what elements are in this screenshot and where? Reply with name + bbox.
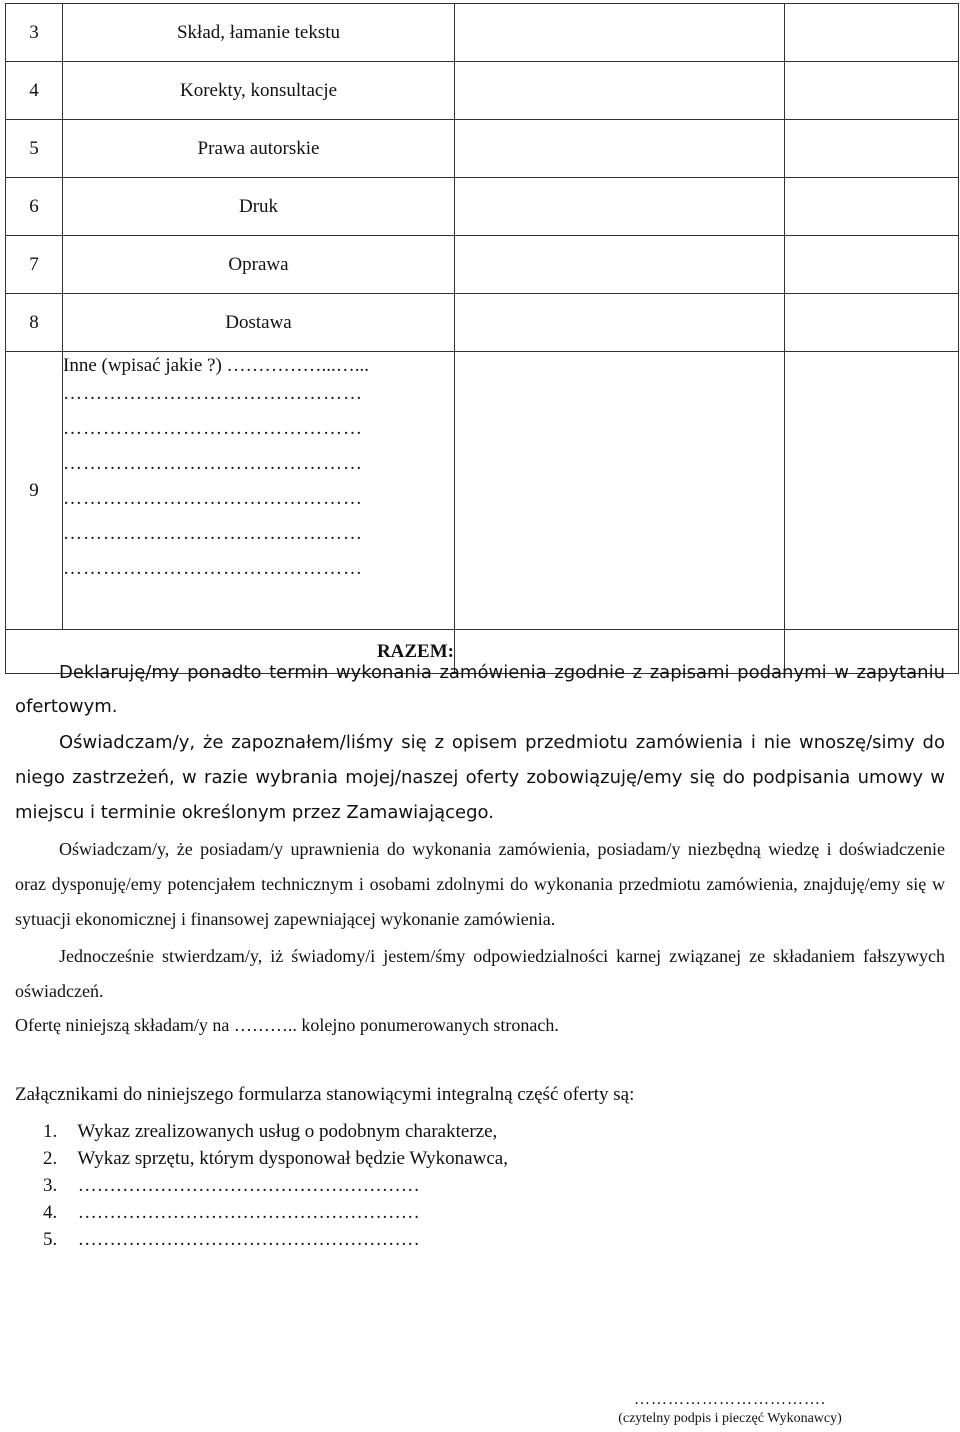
- fill-in-line[interactable]: ………………………………………………: [77, 1229, 420, 1250]
- row-number: 5: [6, 120, 63, 178]
- amount-cell[interactable]: [455, 352, 785, 630]
- rights-statement-paragraph: [15, 832, 945, 937]
- cost-item-label: Druk: [63, 178, 455, 236]
- amount-cell[interactable]: [785, 294, 959, 352]
- liability-text: Jednocześnie stwierdzam/y, iż świadomy/i jestem/śmy odpowiedzialności karnej związanej ze składaniem fałszywych oświadczeń.: [15, 946, 945, 1001]
- amount-cell[interactable]: [785, 62, 959, 120]
- amount-cell[interactable]: [455, 4, 785, 62]
- list-item-number: 5 .: [15, 1226, 73, 1253]
- table-row: [6, 120, 959, 178]
- amount-cell[interactable]: [785, 178, 959, 236]
- amount-cell[interactable]: [785, 352, 959, 630]
- liability-paragraph: [15, 939, 945, 1009]
- list-item-number: 3 .: [15, 1172, 73, 1199]
- fill-in-line[interactable]: ………………………………………………: [77, 1175, 420, 1196]
- fill-in-line[interactable]: ………………………………………: [63, 558, 363, 579]
- fill-in-line[interactable]: ………………………………………: [63, 488, 363, 509]
- row-number: 4: [6, 62, 63, 120]
- list-item-number: 4 .: [15, 1199, 73, 1226]
- row-number: 8: [6, 294, 63, 352]
- cost-item-label: Skład, łamanie tekstu: [63, 4, 455, 62]
- signature-block: [560, 1392, 900, 1430]
- list-item: [15, 1226, 508, 1253]
- amount-cell[interactable]: [785, 4, 959, 62]
- table-row: [6, 178, 959, 236]
- fill-in-line[interactable]: ………………………………………: [63, 383, 363, 404]
- attachments-list: [15, 1118, 508, 1253]
- list-item-number: 2 .: [15, 1145, 73, 1172]
- amount-cell[interactable]: [455, 236, 785, 294]
- cost-item-label: Korekty, konsultacje: [63, 62, 455, 120]
- amount-cell[interactable]: [785, 120, 959, 178]
- terms-statement-paragraph: [15, 725, 945, 830]
- terms-statement-text: Oświadczam/y, że zapoznałem/liśmy się z opisem przedmiotu zamówienia i nie wnoszę/simy do niego zastrzeżeń, w razie wybrania mojej/naszej oferty zobowiązuję/emy się do podpisania umowy w miejscu i terminie określonym przez Zamawiającego.: [15, 732, 945, 823]
- amount-cell[interactable]: [785, 236, 959, 294]
- rights-statement-text: Oświadczam/y, że posiadam/y uprawnienia do wykonania zamówienia, posiadam/y niezbędną wiedzę i doświadczenie oraz dysponuję/emy potencjałem technicznym i osobami zdolnymi do wykonania przedmiotu zamówienia, znajduję/emy się w sytuacji ekonomicznej i finansowej zapewniającej wykonanie zamówienia.: [15, 839, 945, 929]
- list-item-text: Wykaz sprzętu, którym dysponował będzie Wykonawca,: [77, 1148, 508, 1169]
- table-row: [6, 4, 959, 62]
- fill-in-line[interactable]: ………………………………………: [63, 523, 363, 544]
- amount-cell[interactable]: [455, 294, 785, 352]
- signature-line[interactable]: …………………………….: [634, 1391, 826, 1408]
- list-item-text: Wykaz zrealizowanych usług o podobnym charakterze,: [77, 1121, 498, 1142]
- table-row: [6, 236, 959, 294]
- other-costs-label: Inne (wpisać jakie ?) ……………...…...: [63, 355, 370, 376]
- fill-in-line[interactable]: ………………………………………………: [77, 1202, 420, 1223]
- row-number: 7: [6, 236, 63, 294]
- list-item-number: 1 .: [15, 1118, 73, 1145]
- row-number: 3: [6, 4, 63, 62]
- row-number: 9: [6, 352, 63, 630]
- table-row: [6, 62, 959, 120]
- other-costs-cell[interactable]: [63, 352, 455, 630]
- cost-item-label: Dostawa: [63, 294, 455, 352]
- total-label: RAZEM:: [6, 630, 455, 674]
- pages-paragraph: [15, 1008, 945, 1042]
- amount-cell[interactable]: [455, 62, 785, 120]
- cost-table: [5, 3, 959, 674]
- list-item: [15, 1145, 508, 1172]
- signature-caption: (czytelny podpis i pieczęć Wykonawcy): [618, 1411, 842, 1426]
- declaration-text: Deklaruję/my ponadto termin wykonania zamówienia zgodnie z zapisami podanymi w zapytaniu ofertowym.: [15, 662, 945, 717]
- attachments-title: Załącznikami do niniejszego formularza stanowiącymi integralną część oferty są:: [15, 1084, 635, 1105]
- amount-cell[interactable]: [455, 178, 785, 236]
- list-item: [15, 1199, 508, 1226]
- list-item: [15, 1118, 508, 1145]
- pages-text: Ofertę niniejszą składam/y na ……….. kolejno ponumerowanych stronach.: [15, 1015, 559, 1035]
- cost-item-label: Prawa autorskie: [63, 120, 455, 178]
- declaration-paragraph: [15, 656, 945, 724]
- fill-in-line[interactable]: ………………………………………: [63, 453, 363, 474]
- fill-in-line[interactable]: ………………………………………: [63, 418, 363, 439]
- amount-cell[interactable]: [455, 120, 785, 178]
- table-row-other: [6, 352, 959, 630]
- table-row: [6, 294, 959, 352]
- row-number: 6: [6, 178, 63, 236]
- cost-item-label: Oprawa: [63, 236, 455, 294]
- list-item: [15, 1172, 508, 1199]
